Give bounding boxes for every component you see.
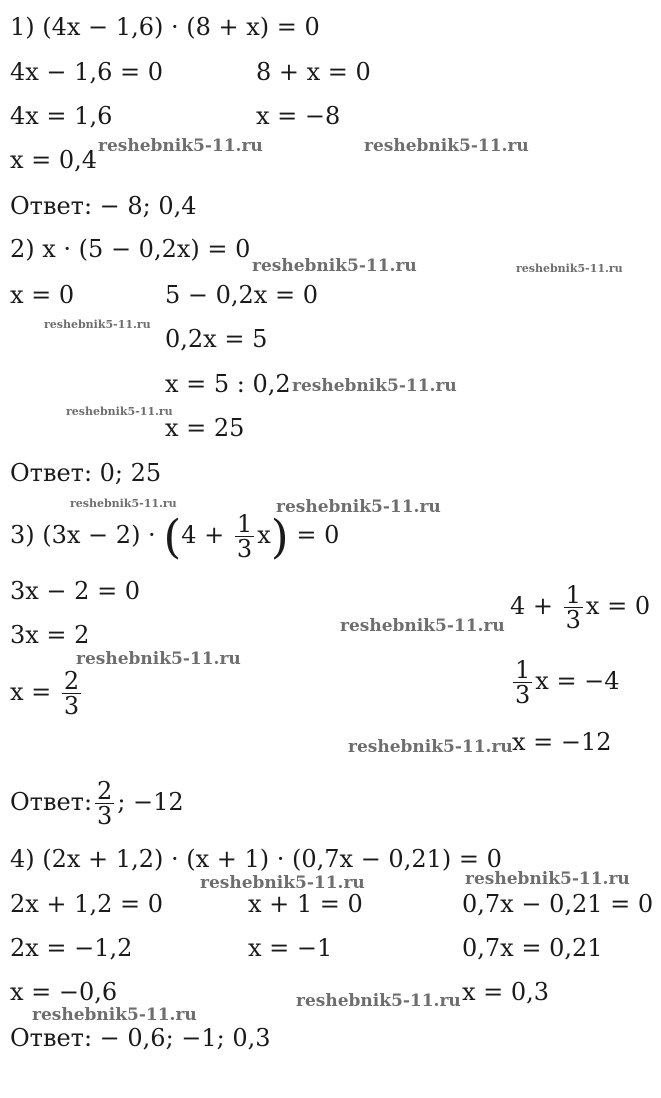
p3-left-step-2: 3x = 2 (10, 621, 90, 649)
p2-right-step-2: 0,2x = 5 (165, 325, 268, 353)
p1-right-step-2: x = −8 (256, 102, 341, 130)
watermark: reshebnik5-11.ru (276, 497, 441, 517)
p2-right-step-3: x = 5 : 0,2 (165, 370, 291, 398)
watermark: reshebnik5-11.ru (44, 318, 151, 331)
p1-right-step-1: 8 + x = 0 (256, 58, 371, 86)
frac-denominator: 3 (236, 535, 253, 563)
p4-col3-step-2: 0,7x = 0,21 (462, 934, 603, 962)
p3-left-step-1: 3x − 2 = 0 (10, 577, 141, 605)
frac-numerator: 2 (97, 777, 113, 805)
p3-right-fraction-1 (564, 583, 583, 632)
p3-left-step-3 (10, 662, 84, 722)
watermark: reshebnik5-11.ru (32, 1005, 197, 1025)
p3-title-end: = 0 (288, 521, 340, 549)
p3-right-step-1-post: x = 0 (585, 592, 651, 620)
watermark: reshebnik5-11.ru (66, 405, 173, 418)
p4-col1-step-1: 2x + 1,2 = 0 (10, 890, 163, 918)
answer-label: Ответ: (10, 788, 93, 816)
p3-right-step-3: x = −12 (512, 728, 612, 756)
p3-right-step-1 (510, 576, 650, 636)
watermark: reshebnik5-11.ru (98, 136, 263, 156)
p4-answer (10, 1024, 271, 1052)
answer-label: Ответ: (10, 192, 93, 220)
frac-denominator: 3 (63, 692, 80, 720)
p3-title-fraction (235, 512, 254, 561)
p1-left-step-1: 4x − 1,6 = 0 (10, 58, 163, 86)
p3-title-inner-a: 4 + (181, 521, 232, 549)
p3-answer (10, 772, 184, 832)
right-paren: ) (270, 509, 289, 564)
p2-answer (10, 459, 161, 487)
p4-col3-step-3: x = 0,3 (462, 978, 550, 1006)
p3-right-step-1-pre: 4 + (510, 592, 561, 620)
p1-answer-value: − 8; 0,4 (92, 192, 197, 220)
watermark: reshebnik5-11.ru (348, 737, 513, 757)
problem-1-title: 1) (4x − 1,6) · (8 + x) = 0 (10, 13, 320, 41)
watermark: reshebnik5-11.ru (76, 649, 241, 669)
frac-numerator: 2 (63, 667, 80, 695)
frac-numerator: 1 (515, 656, 531, 684)
p4-answer-value: − 0,6; −1; 0,3 (92, 1024, 271, 1052)
frac-numerator: 1 (236, 510, 253, 538)
watermark: reshebnik5-11.ru (340, 616, 505, 636)
p1-left-step-2: 4x = 1,6 (10, 102, 113, 130)
watermark: reshebnik5-11.ru (296, 991, 461, 1011)
frac-numerator: 1 (565, 581, 581, 609)
p4-col2-step-2: x = −1 (248, 934, 333, 962)
p3-title-inner-b: x (257, 521, 271, 549)
p3-right-fraction-2 (513, 658, 532, 707)
p3-right-step-2-post: x = −4 (535, 667, 620, 695)
watermark: reshebnik5-11.ru (200, 873, 365, 893)
p2-left-step-1: x = 0 (10, 281, 75, 309)
watermark: reshebnik5-11.ru (70, 497, 177, 510)
p2-right-step-4: x = 25 (165, 414, 245, 442)
p2-right-step-1: 5 − 0,2x = 0 (165, 281, 318, 309)
p4-col2-step-1: x + 1 = 0 (248, 890, 363, 918)
p4-col1-step-2: 2x = −1,2 (10, 934, 133, 962)
watermark: reshebnik5-11.ru (465, 869, 630, 889)
p3-right-step-2 (510, 651, 620, 711)
frac-denominator: 3 (97, 802, 113, 830)
p1-left-step-3: x = 0,4 (10, 146, 98, 174)
answer-label: Ответ: (10, 459, 93, 487)
watermark: reshebnik5-11.ru (516, 262, 623, 275)
p3-left-fraction (62, 669, 81, 718)
p2-answer-value: 0; 25 (92, 459, 162, 487)
answer-label: Ответ: (10, 1024, 93, 1052)
p3-left-step-3-pre: x = (10, 678, 59, 706)
left-paren: ( (163, 509, 182, 564)
frac-denominator: 3 (515, 681, 531, 709)
watermark: reshebnik5-11.ru (364, 136, 529, 156)
problem-4-title: 4) (2x + 1,2) · (x + 1) · (0,7x − 0,21) = 0 (10, 845, 502, 873)
p3-answer-value: ; −12 (117, 788, 184, 816)
frac-denominator: 3 (565, 606, 581, 634)
p4-col3-step-1: 0,7x − 0,21 = 0 (462, 890, 654, 918)
watermark: reshebnik5-11.ru (292, 376, 457, 396)
watermark: reshebnik5-11.ru (252, 256, 417, 276)
p3-answer-fraction (95, 779, 114, 828)
problem-2-title: 2) x · (5 − 0,2x) = 0 (10, 235, 251, 263)
p1-answer (10, 192, 197, 220)
p3-title-start: 3) (3x − 2) · (10, 521, 164, 549)
p4-col1-step-3: x = −0,6 (10, 978, 118, 1006)
